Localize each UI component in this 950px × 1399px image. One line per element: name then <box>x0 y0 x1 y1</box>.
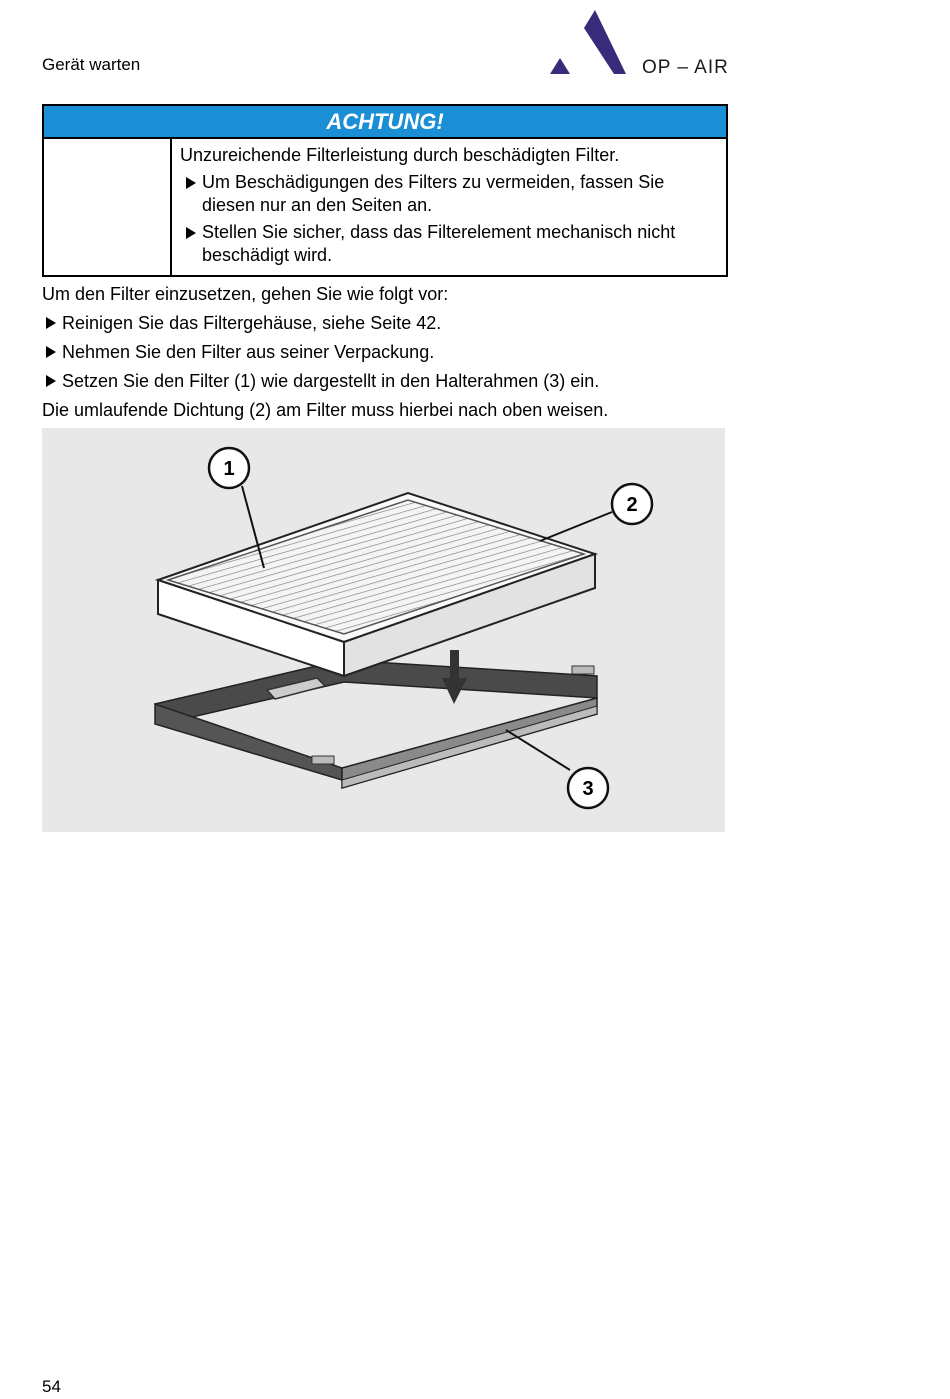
callout-2 <box>612 484 652 524</box>
bullet-triangle-icon <box>186 227 196 239</box>
holding-frame <box>155 660 597 788</box>
bullet-triangle-icon <box>46 346 56 358</box>
instructions <box>42 280 742 425</box>
filter-illustration <box>42 428 725 832</box>
section-title: Gerät warten <box>42 55 141 74</box>
filter-element <box>158 493 595 676</box>
warning-lead: Unzureichende Filterleistung durch beschädigten Filter. <box>180 145 620 165</box>
instructions-note: Die umlaufende Dichtung (2) am Filter muss hierbei nach oben weisen. <box>42 400 609 420</box>
svg-text:3: 3 <box>582 778 594 800</box>
bullet-triangle-icon <box>46 375 56 387</box>
step-item: Setzen Sie den Filter (1) wie dargestellt in den Halterahmen (3) ein. <box>42 367 742 396</box>
step-item: Nehmen Sie den Filter aus seiner Verpackung. <box>42 338 742 367</box>
brand-name: OP – AIR <box>642 57 729 78</box>
page-number: 54 <box>42 1377 61 1396</box>
warning-box <box>42 104 728 277</box>
bullet-triangle-icon <box>186 177 196 189</box>
warning-heading: ACHTUNG! <box>44 106 726 139</box>
filter-diagram <box>42 428 725 832</box>
svg-text:1: 1 <box>223 458 235 480</box>
warning-icon-cell <box>44 139 172 275</box>
warning-item: Um Beschädigungen des Filters zu vermeiden, fassen Sie diesen nur an den Seiten an. <box>180 171 718 217</box>
callout-1 <box>209 448 249 488</box>
bullet-triangle-icon <box>46 317 56 329</box>
warning-item: Stellen Sie sicher, dass das Filterelement mechanisch nicht beschädigt wird. <box>180 221 718 267</box>
callout-3 <box>568 768 608 808</box>
svg-text:2: 2 <box>626 494 638 516</box>
step-item: Reinigen Sie das Filtergehäuse, siehe Seite 42. <box>42 309 742 338</box>
instructions-intro: Um den Filter einzusetzen, gehen Sie wie folgt vor: <box>42 284 449 304</box>
